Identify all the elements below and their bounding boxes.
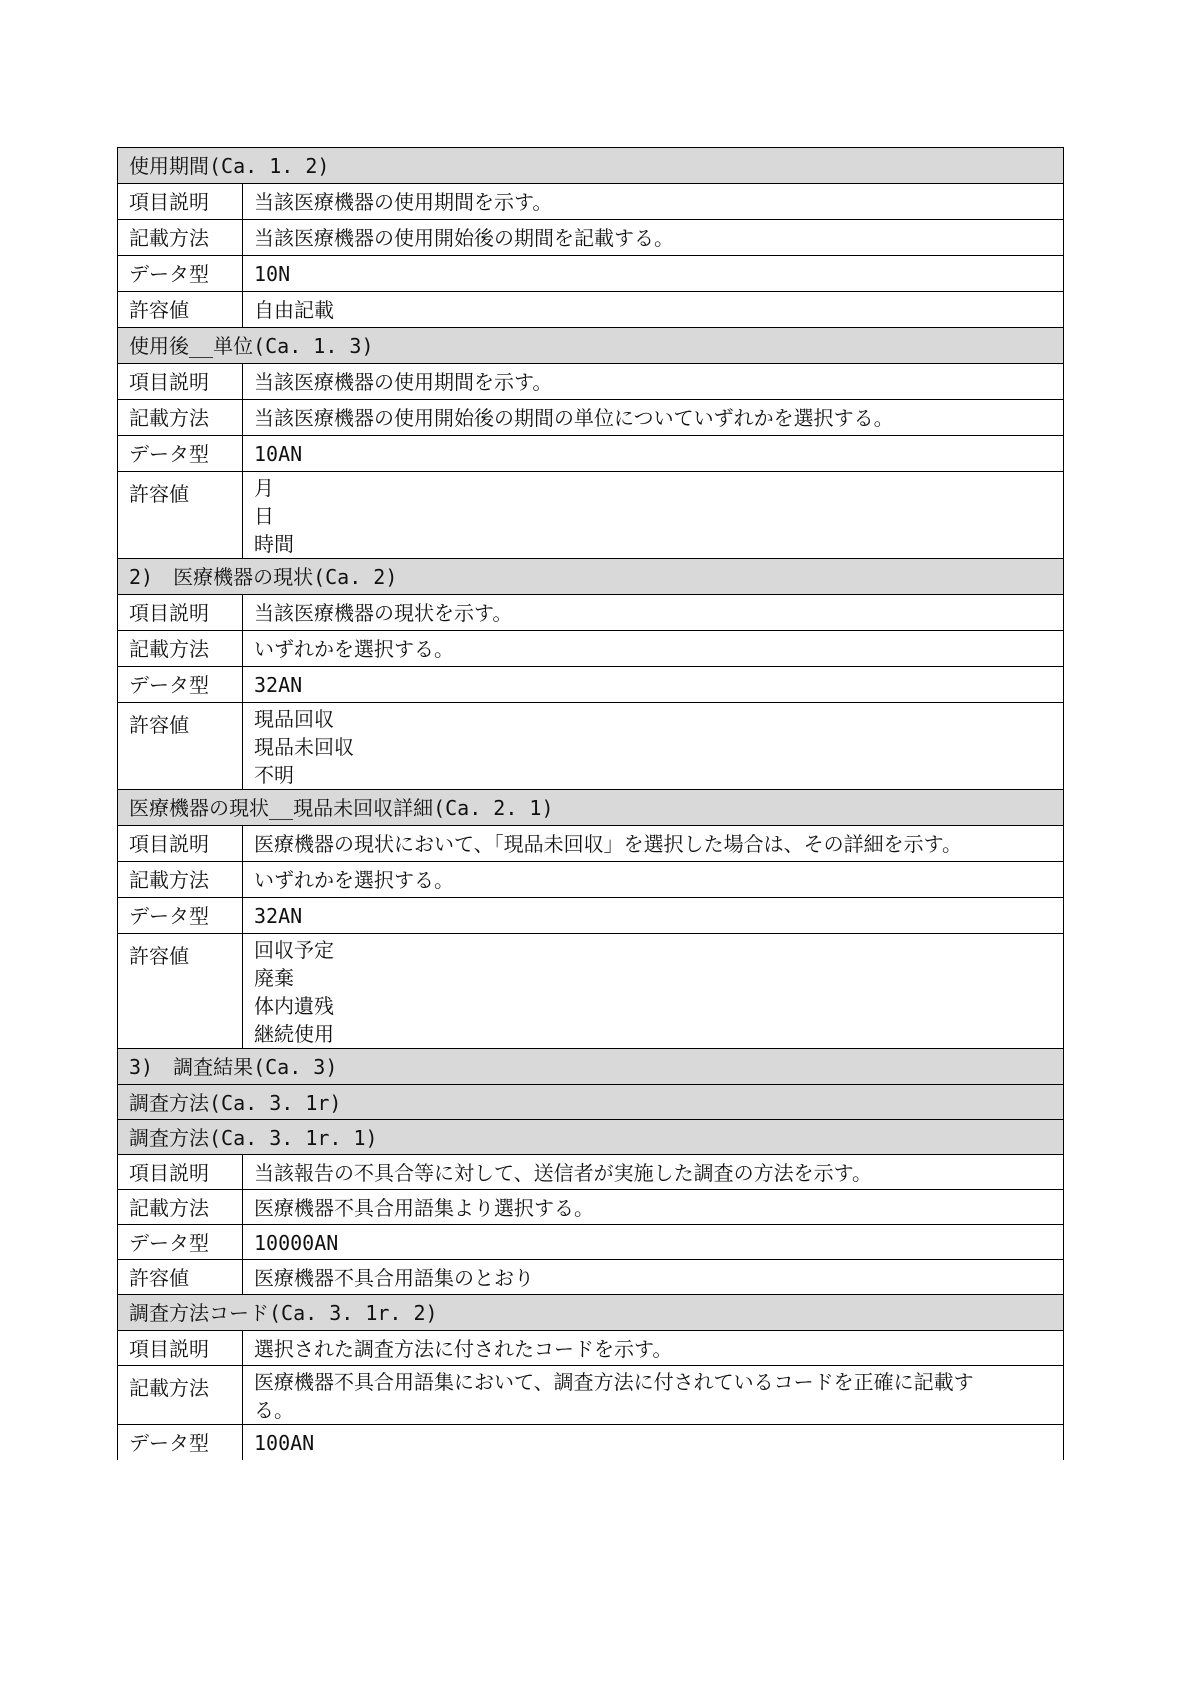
field-row — [118, 220, 1064, 256]
field-row — [118, 667, 1064, 703]
field-label: データ型 — [118, 256, 243, 292]
field-value — [243, 1260, 1064, 1295]
field-label: 許容値 — [118, 472, 243, 559]
field-row — [118, 400, 1064, 436]
field-label: 項目説明 — [118, 1331, 243, 1366]
field-label: データ型 — [118, 1225, 243, 1260]
field-row — [118, 1425, 1064, 1460]
field-label: 記載方法 — [118, 1190, 243, 1225]
field-label: 許容値 — [118, 934, 243, 1049]
value-line: 不明 — [254, 763, 294, 787]
section-header-row — [118, 328, 1064, 364]
value-line: 医療機器の現状において、「現品未回収」を選択した場合は、その詳細を示す。 — [254, 832, 962, 856]
field-value — [243, 934, 1064, 1049]
field-row — [118, 1225, 1064, 1260]
field-value — [243, 631, 1064, 667]
field-value — [243, 703, 1064, 790]
field-label: 記載方法 — [118, 631, 243, 667]
section-title: 医療機器の現状__現品未回収詳細(Ca. 2. 1) — [118, 790, 1064, 826]
section-title: 調査方法コード(Ca. 3. 1r. 2) — [118, 1295, 1064, 1331]
value-line: 回収予定 — [254, 938, 334, 962]
section-title: 3) 調査結果(Ca. 3) — [118, 1049, 1064, 1085]
field-label: 許容値 — [118, 292, 243, 328]
value-line: 当該報告の不具合等に対して、送信者が実施した調査の方法を示す。 — [254, 1161, 872, 1185]
section-title: 使用期間(Ca. 1. 2) — [118, 148, 1064, 184]
value-line: 当該医療機器の使用期間を示す。 — [254, 370, 553, 394]
value-line: 32AN — [254, 904, 303, 928]
field-value — [243, 400, 1064, 436]
value-line: いずれかを選択する。 — [254, 868, 454, 892]
section-title: 2) 医療機器の現状(Ca. 2) — [118, 559, 1064, 595]
value-line: 32AN — [254, 673, 303, 697]
field-row — [118, 595, 1064, 631]
value-line: 10AN — [254, 442, 303, 466]
field-row — [118, 184, 1064, 220]
section-header-row — [118, 1295, 1064, 1331]
field-label: データ型 — [118, 898, 243, 934]
field-row — [118, 1155, 1064, 1190]
section-header-row — [118, 1120, 1064, 1155]
field-label: 許容値 — [118, 1260, 243, 1295]
section-title: 使用後__単位(Ca. 1. 3) — [118, 328, 1064, 364]
value-line: 日 — [254, 504, 274, 528]
value-line: 当該医療機器の使用開始後の期間を記載する。 — [254, 226, 674, 250]
field-value — [243, 1331, 1064, 1366]
field-value — [243, 898, 1064, 934]
field-value — [243, 667, 1064, 703]
field-value — [243, 436, 1064, 472]
field-value — [243, 220, 1064, 256]
specification-table-body — [118, 148, 1064, 1460]
field-label: データ型 — [118, 436, 243, 472]
field-row — [118, 1331, 1064, 1366]
field-value — [243, 826, 1064, 862]
field-label: 記載方法 — [118, 400, 243, 436]
specification-table — [117, 147, 1064, 1460]
field-label: 記載方法 — [118, 1366, 243, 1425]
field-value — [243, 184, 1064, 220]
section-title: 調査方法(Ca. 3. 1r) — [118, 1085, 1064, 1120]
value-line: 時間 — [254, 532, 294, 556]
field-row — [118, 1366, 1064, 1425]
field-row — [118, 1260, 1064, 1295]
section-header-row — [118, 148, 1064, 184]
value-line: いずれかを選択する。 — [254, 637, 454, 661]
value-line: 現品未回収 — [254, 735, 354, 759]
field-value — [243, 862, 1064, 898]
value-line: 選択された調査方法に付されたコードを示す。 — [254, 1337, 673, 1361]
value-line: 当該医療機器の現状を示す。 — [254, 601, 513, 625]
section-title: 調査方法(Ca. 3. 1r. 1) — [118, 1120, 1064, 1155]
field-label: 記載方法 — [118, 862, 243, 898]
value-line: 月 — [254, 476, 274, 500]
value-line: 10N — [254, 262, 291, 286]
field-label: 項目説明 — [118, 1155, 243, 1190]
field-row — [118, 898, 1064, 934]
section-header-row — [118, 1085, 1064, 1120]
field-label: 許容値 — [118, 703, 243, 790]
field-label: 項目説明 — [118, 184, 243, 220]
value-line: 医療機器不具合用語集より選択する。 — [254, 1196, 594, 1220]
field-row — [118, 631, 1064, 667]
value-line: 自由記載 — [254, 298, 334, 322]
field-value — [243, 1190, 1064, 1225]
value-line: 100AN — [254, 1431, 315, 1455]
field-row — [118, 934, 1064, 1049]
value-line: 継続使用 — [254, 1022, 334, 1046]
value-line: 廃棄 — [254, 966, 294, 990]
field-value — [243, 1366, 1064, 1425]
field-value — [243, 1225, 1064, 1260]
field-label: 項目説明 — [118, 595, 243, 631]
value-line: 医療機器不具合用語集のとおり — [254, 1266, 534, 1290]
field-label: 記載方法 — [118, 220, 243, 256]
section-header-row — [118, 790, 1064, 826]
section-header-row — [118, 1049, 1064, 1085]
field-row — [118, 1190, 1064, 1225]
value-line: 当該医療機器の使用期間を示す。 — [254, 190, 553, 214]
field-value — [243, 256, 1064, 292]
value-line: 医療機器不具合用語集において、調査方法に付されているコードを正確に記載す — [254, 1370, 974, 1394]
field-row — [118, 472, 1064, 559]
field-row — [118, 256, 1064, 292]
field-row — [118, 826, 1064, 862]
field-label: データ型 — [118, 1425, 243, 1460]
value-line: 体内遺残 — [254, 994, 334, 1018]
field-value — [243, 1425, 1064, 1460]
field-row — [118, 292, 1064, 328]
field-label: 項目説明 — [118, 364, 243, 400]
field-row — [118, 703, 1064, 790]
field-value — [243, 1155, 1064, 1190]
field-value — [243, 364, 1064, 400]
field-row — [118, 364, 1064, 400]
field-label: データ型 — [118, 667, 243, 703]
value-line: 現品回収 — [254, 707, 334, 731]
field-value — [243, 595, 1064, 631]
field-row — [118, 436, 1064, 472]
value-line: 10000AN — [254, 1231, 339, 1255]
field-value — [243, 292, 1064, 328]
field-value — [243, 472, 1064, 559]
section-header-row — [118, 559, 1064, 595]
field-row — [118, 862, 1064, 898]
value-line: る。 — [254, 1398, 294, 1422]
value-line: 当該医療機器の使用開始後の期間の単位についていずれかを選択する。 — [254, 406, 894, 430]
field-label: 項目説明 — [118, 826, 243, 862]
